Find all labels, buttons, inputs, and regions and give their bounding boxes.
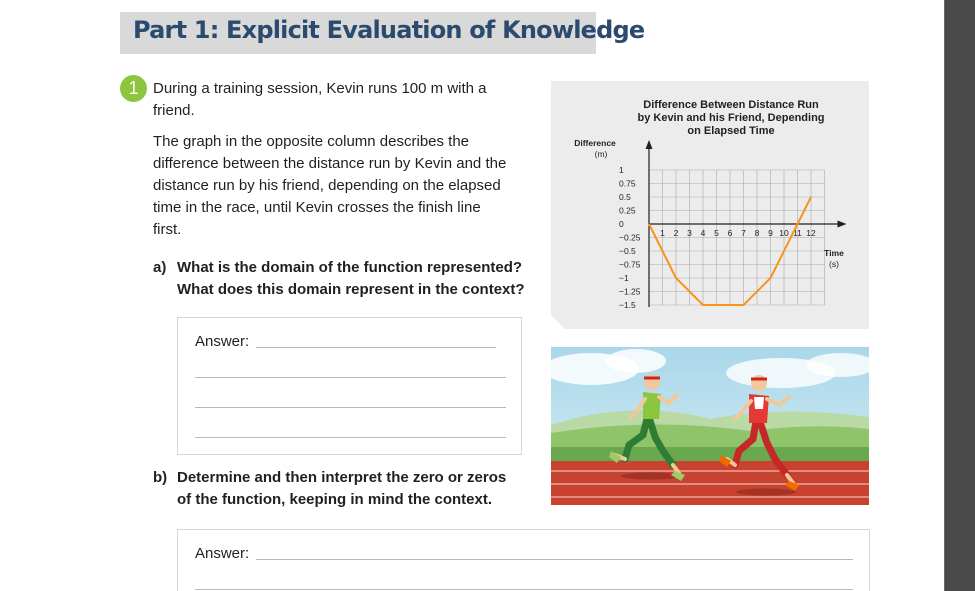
y-tick-label: −1.5 xyxy=(619,300,636,310)
x-tick-label: 10 xyxy=(779,228,789,238)
subquestion-b-line2: of the function, keeping in mind the context. xyxy=(177,491,492,508)
y-tick-label: −1.25 xyxy=(619,286,641,297)
subquestion-a-letter: a) xyxy=(153,259,167,276)
y-tick-label: −0.25 xyxy=(619,232,641,243)
subquestion-a-line1: What is the domain of the function represented? xyxy=(177,259,523,276)
answer-label: Answer: xyxy=(195,333,250,350)
subquestion-b-letter: b) xyxy=(153,469,168,486)
x-tick-label: 2 xyxy=(673,228,679,238)
answer-box-a[interactable] xyxy=(177,317,522,455)
x-tick-label: 7 xyxy=(741,228,746,238)
part-title: Part 1: Explicit Evaluation of Knowledge xyxy=(133,16,645,44)
subquestion-b xyxy=(153,467,506,511)
scrollbar[interactable] xyxy=(944,0,975,591)
chart-title: by Kevin and his Friend, Depending xyxy=(637,112,825,124)
y-tick-label: 0.75 xyxy=(619,178,636,189)
y-tick-label: 1 xyxy=(619,165,624,175)
question-description: The graph in the opposite column describes the difference between the distance run by Kevin and the distance run by his friend, depending on the elapsed time in the race, until Kevin crosses the finish line first. xyxy=(153,133,507,238)
subquestion-a xyxy=(153,257,525,301)
question-number-badge: 1 xyxy=(120,75,147,102)
part-title-banner xyxy=(120,12,645,54)
runners-illustration xyxy=(551,347,869,505)
subquestion-a-line2: What does this domain represent in the context? xyxy=(177,281,525,298)
answer-line[interactable] xyxy=(195,407,506,408)
x-axis-label: Time xyxy=(824,248,844,258)
x-tick-label: 3 xyxy=(687,228,692,238)
x-tick-label: 9 xyxy=(768,228,773,238)
chart-title: on Elapsed Time xyxy=(687,125,775,137)
x-tick-label: 6 xyxy=(727,228,733,238)
y-axis-label: (m) xyxy=(594,149,608,159)
answer-line[interactable] xyxy=(195,377,506,378)
answer-line[interactable] xyxy=(195,437,506,438)
x-tick-label: 1 xyxy=(660,228,665,238)
answer-label: Answer: xyxy=(195,545,250,562)
y-tick-label: −0.5 xyxy=(619,246,636,256)
x-tick-label: 4 xyxy=(700,228,706,238)
x-axis-arrow xyxy=(838,221,847,228)
y-tick-label: 0 xyxy=(619,219,624,229)
x-tick-label: 12 xyxy=(806,228,816,238)
answer-line[interactable] xyxy=(256,347,496,348)
y-tick-label: 0.25 xyxy=(619,205,636,216)
y-axis-arrow xyxy=(646,140,653,149)
y-axis-label: Difference xyxy=(574,138,616,148)
y-tick-label: −1 xyxy=(619,273,629,283)
y-tick-label: −0.75 xyxy=(619,259,641,270)
subquestion-b-line1: Determine and then interpret the zero or zeros xyxy=(177,469,507,486)
x-axis-label: (s) xyxy=(829,259,839,269)
chart-title: Difference Between Distance Run xyxy=(643,99,819,111)
answer-line[interactable] xyxy=(256,559,853,560)
question-intro: During a training session, Kevin runs 100 m with a friend. xyxy=(153,80,487,119)
x-tick-label: 5 xyxy=(714,228,719,238)
answer-line[interactable] xyxy=(195,589,853,590)
y-tick-label: 0.5 xyxy=(619,192,631,202)
difference-chart xyxy=(551,81,869,329)
x-tick-label: 8 xyxy=(754,228,760,238)
graph-panel xyxy=(551,81,869,329)
x-tick-label: 11 xyxy=(793,228,802,238)
answer-box-b[interactable] xyxy=(177,529,870,591)
